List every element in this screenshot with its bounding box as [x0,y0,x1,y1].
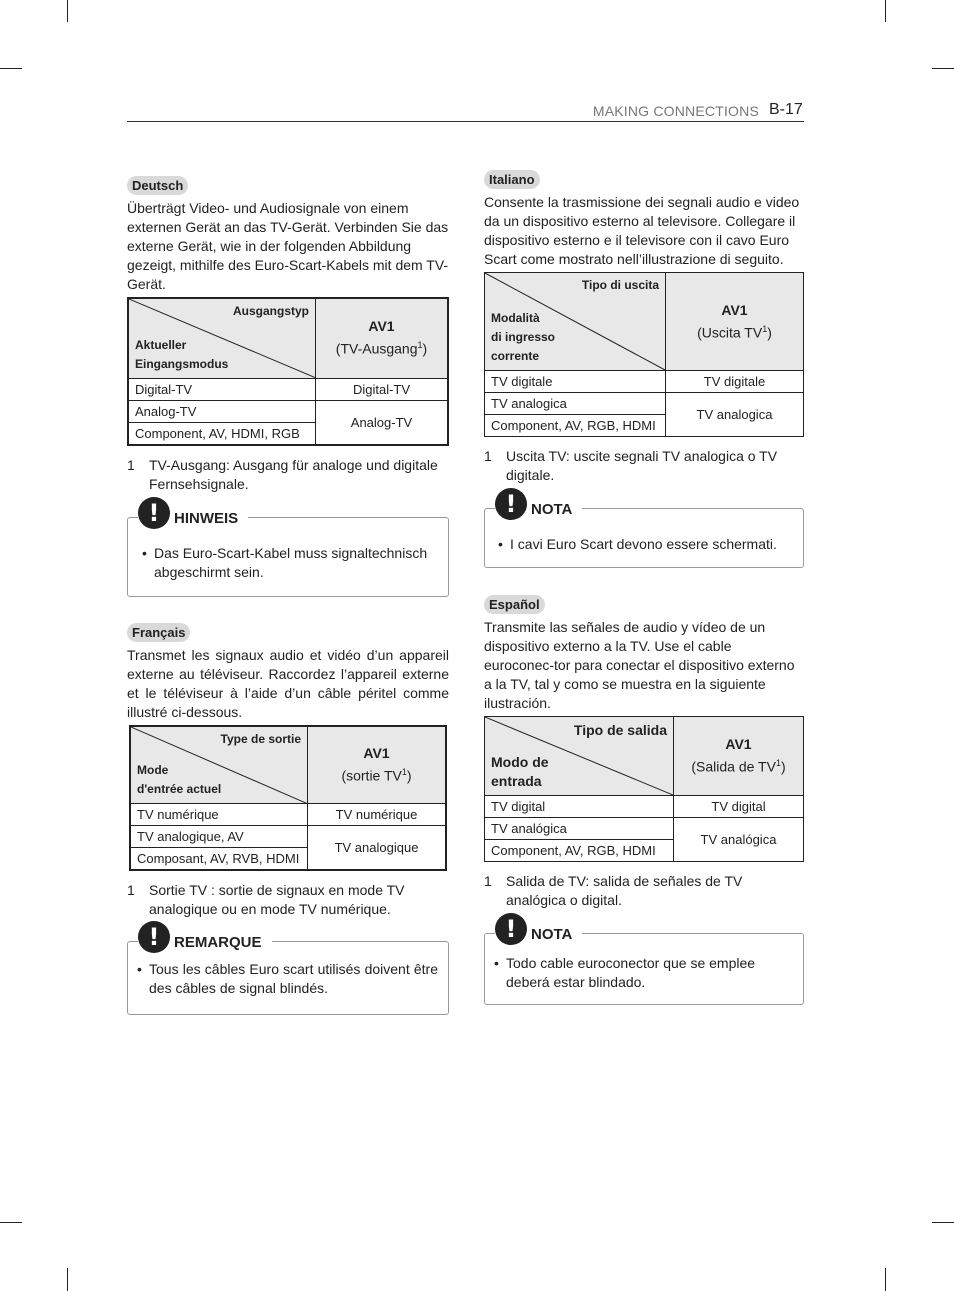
input-mode-label: Modalità di ingresso corrente [491,311,556,363]
footnote [127,456,449,494]
note-header [138,921,272,953]
table-cell: TV digital [674,796,804,818]
output-type-label: Ausgangstyp [232,304,309,318]
paren: ) [406,767,412,784]
exclamation-icon: ! [138,921,170,953]
note-text: Tous les câbles Euro scart utilisés doivent être des câbles de signal blindés. [149,961,438,996]
table-cell: Component, AV, RGB, HDMI [485,415,666,437]
table-header-corner [130,726,308,804]
bullet: • [498,536,503,552]
paren: ) [767,324,772,341]
footnote [127,881,449,919]
table-cell: TV digital [485,796,674,818]
paren: ) [780,758,786,775]
note-title: HINWEIS [174,509,239,527]
crop-mark [932,68,954,69]
language-label: Italiano [484,170,540,189]
language-label: Deutsch [127,176,188,195]
av-sublabel: (TV-Ausgang [335,341,418,358]
section-francais [127,623,449,1016]
table-cell: TV analogique, AV [130,826,308,848]
output-type-label: Type de sortie [220,731,301,746]
footnote-text: Uscita TV: uscite segnali TV analogica o TV digitale. [506,448,778,483]
connection-table [484,716,804,862]
bullet: • [142,544,147,561]
section-italiano [484,170,804,568]
output-type-label: Tipo di uscita [581,278,659,292]
note-text: Das Euro-Scart-Kabel muss signaltechnisch abgeschirmt sein. [154,544,428,580]
crop-mark [0,1222,22,1223]
footnote-number: 1 [127,882,135,898]
connection-table [129,725,447,872]
exclamation-icon: ! [138,497,170,529]
page-number: B-17 [769,101,803,118]
footnote-number: 1 [484,873,492,889]
crop-mark [932,1222,954,1223]
av-label: AV1 [368,318,395,335]
table-cell: TV analogica [485,393,666,415]
footnote-text: Salida de TV: salida de señales de TV analógica o digital. [506,873,743,908]
note-title: NOTA [531,926,573,943]
av-header [308,726,447,804]
bullet: • [137,961,142,977]
table-header-corner [485,717,674,796]
input-mode-label: Mode d'entrée actuel [137,763,222,796]
note-title: REMARQUE [174,934,262,951]
input-mode-label: Modo de entrada [491,754,549,789]
language-label: Español [484,595,545,614]
note-box [484,490,804,568]
note-header [495,488,582,520]
crop-mark [885,1268,886,1291]
footnote-ref: 1 [401,766,407,777]
section-text: Transmet les signaux audio et vidéo d’un appareil externe au téléviseur. Raccordez l’appareil externe et le téléviseur à l’aide d’un câble péritel comme illustré ci-dessous. [127,646,449,720]
av-header [666,273,804,371]
table-cell: TV analogica [666,393,804,437]
note-box [127,498,449,597]
table-cell: Component, AV, RGB, HDMI [485,840,674,862]
right-column [484,170,804,1005]
crop-mark [0,68,22,69]
left-column [127,176,449,1015]
av-sublabel: (sortie TV [341,767,402,784]
input-mode-label: Aktueller Eingangsmodus [135,337,229,371]
table-cell: TV analogique [308,826,447,871]
note-text: I cavi Euro Scart devono essere schermati. [510,536,777,552]
section-text: Transmite las señales de audio y vídeo de un dispositivo externo a la TV. Use el cable euroconec-tor para conectar el dispositivo externo a la TV, tal y como se muestra en la siguiente ilustración. [484,619,795,711]
table-cell: TV digitale [485,371,666,393]
note-header [495,913,582,945]
table-header-corner [485,273,666,371]
section-deutsch [127,176,449,597]
footnote-ref: 1 [762,323,768,334]
note-box [127,923,449,1015]
table-cell: Digital-TV [316,378,449,400]
table-cell: TV analógica [485,818,674,840]
footnote-text: TV-Ausgang: Ausgang für analoge und digitale Fernsehsignale. [149,456,438,492]
table-cell: TV analógica [674,818,804,862]
crop-mark [67,0,68,22]
header-rule [127,121,804,122]
av-label: AV1 [721,301,748,318]
crop-mark [885,0,886,22]
section-title: MAKING CONNECTIONS [592,103,759,119]
crop-mark [67,1268,68,1291]
note-header [138,497,248,529]
footnote-text: Sortie TV : sortie de signaux en mode TV analogique ou en mode TV numérique. [149,882,405,917]
footnote-number: 1 [484,448,492,464]
exclamation-icon: ! [495,913,527,945]
footnote-number: 1 [127,456,135,473]
paren: ) [422,341,428,358]
note-box [484,915,804,1005]
connection-table [127,297,449,446]
note-text: Todo cable euroconector que se emplee deberá estar blindado. [506,955,756,990]
table-cell: TV numérique [130,804,308,826]
footnote [484,447,804,485]
table-cell: Analog-TV [128,400,316,422]
av-sublabel: (Uscita TV [697,324,763,341]
table-cell: Component, AV, HDMI, RGB [128,422,316,445]
table-cell: TV numérique [308,804,447,826]
table-cell: TV digitale [666,371,804,393]
note-title: NOTA [531,501,573,518]
language-label: Français [127,623,190,642]
output-type-label: Tipo de salida [573,722,667,738]
section-espanol [484,595,804,1005]
footnote [484,872,804,910]
table-cell: Digital-TV [128,378,316,400]
av-label: AV1 [725,736,752,753]
connection-table [484,272,804,437]
av-sublabel: (Salida de TV [691,758,776,775]
av-label: AV1 [363,744,390,761]
footnote-ref: 1 [775,758,781,769]
table-cell: Composant, AV, RVB, HDMI [130,848,308,871]
av-header [674,717,804,796]
table-cell: Analog-TV [316,400,449,445]
bullet: • [494,955,499,971]
section-text: Überträgt Video- und Audiosignale von einem externen Gerät an das TV-Gerät. Verbinden Sie das externe Gerät, wie in der folgenden Abbildung gezeigt, mithilfe des Euro-Scart-Kabels mit dem TV-Gerät. [127,200,449,292]
table-header-corner [128,298,316,378]
exclamation-icon: ! [495,488,527,520]
section-text: Consente la trasmissione dei segnali audio e video da un dispositivo esterno al televisore. Collegare il dispositivo esterno e il televisore con il cavo Euro Scart come mostrato nell’illustrazione di seguito. [484,194,800,267]
av-header [316,298,449,378]
footnote-ref: 1 [417,340,423,351]
